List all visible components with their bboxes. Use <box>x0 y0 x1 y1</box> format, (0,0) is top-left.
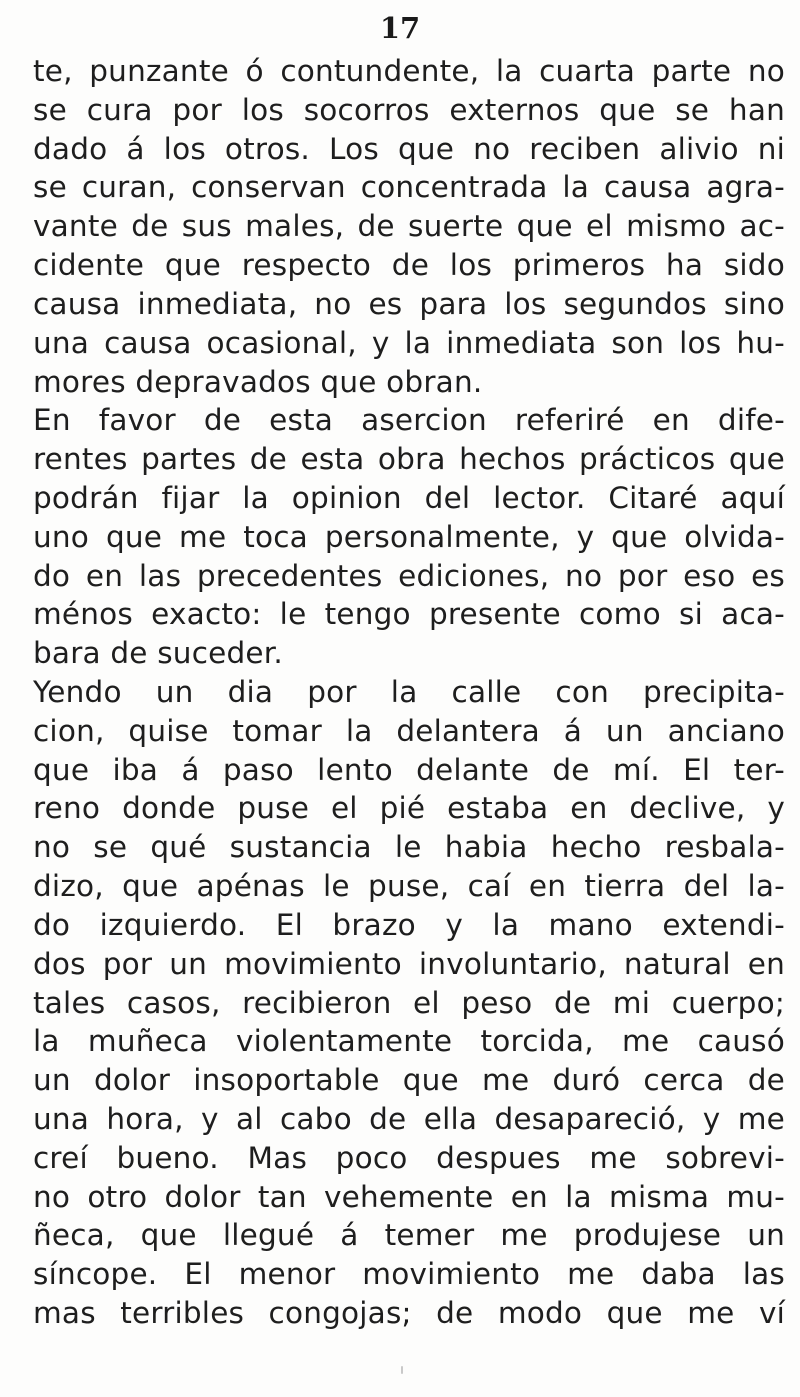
text-line: no se qué sustancia le habia hecho resbala- <box>33 830 785 865</box>
text-line: la muñeca violentamente torcida, me causó <box>33 1024 785 1059</box>
text-line: un dolor insoportable que me duró cerca de <box>33 1063 785 1098</box>
text-line: dos por un movimiento involuntario, natural en <box>33 946 785 981</box>
paragraph-end-line: bara de suceder. <box>33 636 283 671</box>
text-line: uno que me toca personalmente, y que olvida- <box>33 519 785 554</box>
text-line: una hora, y al cabo de ella desapareció, y me <box>33 1101 785 1136</box>
text-line: no otro dolor tan vehemente en la misma mu- <box>33 1179 785 1214</box>
text-line: dado á los otros. Los que no reciben alivio ni <box>33 131 785 166</box>
body-text <box>33 52 785 1333</box>
text-line: dizo, que apénas le puse, caí en tierra del la- <box>33 869 785 904</box>
text-line: síncope. El menor movimiento me daba las <box>33 1257 785 1292</box>
paper-speck <box>401 1366 403 1374</box>
text-line: tales casos, recibieron el peso de mi cuerpo; <box>33 985 785 1020</box>
text-line: se cura por los socorros externos que se han <box>33 92 785 127</box>
text-line: se curan, conservan concentrada la causa agra- <box>33 170 785 205</box>
text-line: do en las precedentes ediciones, no por eso es <box>33 558 785 593</box>
paragraph-start-line: En favor de esta asercion referiré en dife- <box>33 403 785 438</box>
text-line: reno donde puse el pié estaba en declive, y <box>33 791 785 826</box>
text-line: ñeca, que llegué á temer me produjese un <box>33 1218 785 1253</box>
text-line: creí bueno. Mas poco despues me sobrevi- <box>33 1140 785 1175</box>
text-line: cion, quise tomar la delantera á un anciano <box>33 713 785 748</box>
text-line: podrán fijar la opinion del lector. Citaré aquí <box>33 480 785 515</box>
text-line: te, punzante ó contundente, la cuarta parte no <box>33 54 785 88</box>
text-line: cidente que respecto de los primeros ha sido <box>33 248 785 283</box>
text-line: vante de sus males, de suerte que el mismo ac- <box>33 209 785 244</box>
text-line: causa inmediata, no es para los segundos sino <box>33 286 785 321</box>
text-line: mas terribles congojas; de modo que me ví <box>33 1296 785 1330</box>
text-line: do izquierdo. El brazo y la mano extendi- <box>33 907 785 942</box>
paragraph-end-line: mores depravados que obran. <box>33 364 483 399</box>
text-line: rentes partes de esta obra hechos prácticos que <box>33 442 785 477</box>
text-line: que iba á paso lento delante de mí. El ter- <box>33 752 785 787</box>
paragraph-start-line: Yendo un dia por la calle con precipita- <box>33 675 785 709</box>
text-line: ménos exacto: le tengo presente como si aca- <box>33 597 785 632</box>
page-number: 17 <box>379 11 421 45</box>
text-line: una causa ocasional, y la inmediata son los hu- <box>33 325 785 360</box>
